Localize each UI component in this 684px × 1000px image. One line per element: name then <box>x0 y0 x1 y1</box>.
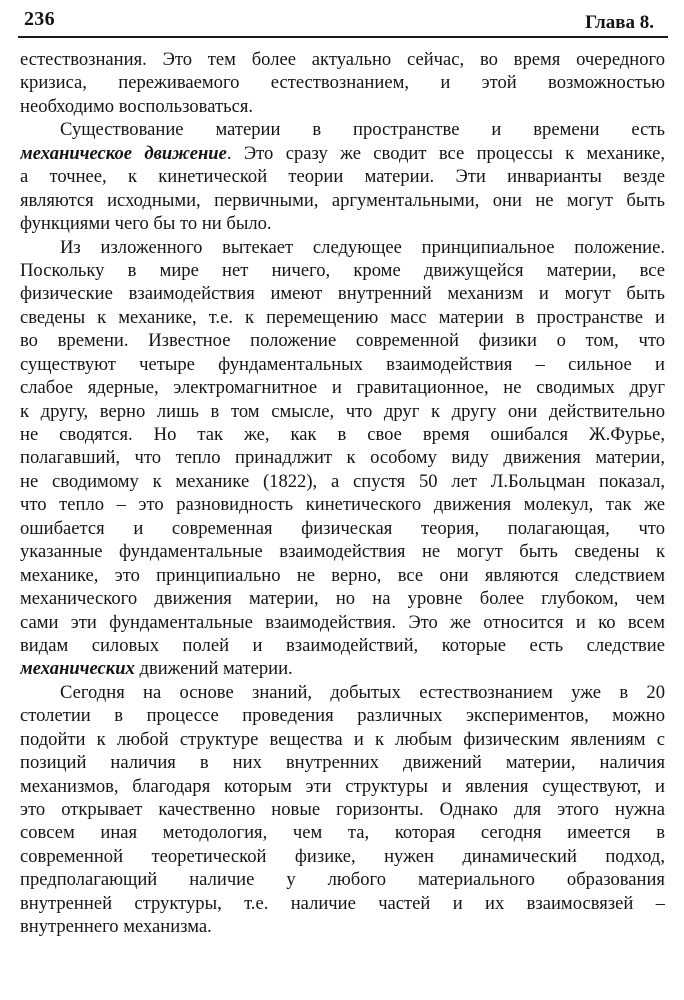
text-run: существуют четыре фундаментальных взаимодействия – сильное и <box>20 353 665 375</box>
text-run: предполагающий наличие у любого материального образования <box>20 869 665 891</box>
text-run: естествознания. Это тем более актуально сейчас, во время очередного <box>20 49 665 70</box>
body-text <box>20 48 665 939</box>
text-line <box>20 868 665 891</box>
text-line <box>20 118 665 141</box>
text-run: внутреннего механизма. <box>20 916 212 938</box>
text-line <box>20 189 665 212</box>
text-line <box>20 564 665 587</box>
text-line <box>20 48 665 71</box>
text-line <box>20 798 665 821</box>
text-run: внутренней структуры, т.е. наличие частей и их взаимосвязей – <box>20 892 665 914</box>
text-run: что тепло – это разновидность кинетического движения молекул, так же <box>20 494 665 516</box>
text-line <box>20 423 665 446</box>
text-line <box>20 540 665 563</box>
text-run: необходимо воспользоваться. <box>20 95 254 117</box>
text-line <box>20 915 665 938</box>
text-line <box>20 95 665 118</box>
text-run: Из изложенного вытекает следующее принципиальное положение. <box>60 236 665 258</box>
text-run: не сводимому к механике (1822), а спустя 50 лет Л.Больцман показал, <box>20 470 665 492</box>
text-line <box>20 282 665 305</box>
text-run: ошибается и современная физическая теория, полагающая, что <box>20 517 665 539</box>
text-run: слабое ядерные, электромагнитное и гравитационное, не сводимых друг <box>20 377 665 399</box>
text-run: современной теоретической физике, нужен динамический подход, <box>20 845 665 867</box>
text-run: полагавший, что тепло принадлжит к особому виду движения материи, <box>20 447 665 469</box>
text-run: столетии в процессе проведения различных экспериментов, можно <box>20 705 665 727</box>
text-line <box>20 611 665 634</box>
text-line <box>20 704 665 727</box>
text-run: движений материи. <box>134 658 293 680</box>
text-run: сведены к механике, т.е. к перемещению масс материи в пространстве и <box>20 306 665 328</box>
text-line <box>20 892 665 915</box>
page-number: 236 <box>24 8 55 30</box>
page-header <box>20 6 664 36</box>
text-line <box>20 845 665 868</box>
header-rule <box>18 36 668 38</box>
text-run: во времени. Известное положение современной физики о том, что <box>20 330 665 352</box>
text-run: сами эти фундаментальные взаимодействия. Это же относится и ко всем <box>20 611 665 633</box>
text-run: не сводятся. Но так же, как в свое время ошибался Ж.Фурье, <box>20 424 665 445</box>
text-line <box>20 71 665 94</box>
text-run: к другу, верно лишь в том смысле, что друг к другу они действительно <box>20 400 665 422</box>
paragraph <box>20 118 665 235</box>
text-run: механике, это принципиально не верно, все они являются следствием <box>20 564 665 586</box>
text-run: механического движения материи, но на уровне более глубоком, чем <box>20 588 665 610</box>
text-line <box>20 493 665 516</box>
paragraph <box>20 681 665 939</box>
text-line <box>20 142 665 165</box>
text-run: кризиса, переживаемого естествознанием, и этой возможностью <box>20 72 665 94</box>
text-run: являются исходными, первичными, аргументальными, они не могут быть <box>20 189 665 211</box>
text-run: а точнее, к кинетической теории материи. Эти инварианты везде <box>20 166 665 188</box>
text-line <box>20 470 665 493</box>
text-line <box>20 259 665 282</box>
text-run: Существование материи в пространстве и времени есть <box>60 119 665 141</box>
text-line <box>20 681 665 704</box>
text-run: Поскольку в мире нет ничего, кроме движущейся материи, все <box>20 259 665 281</box>
text-line <box>20 775 665 798</box>
text-line <box>20 446 665 469</box>
text-line <box>20 165 665 188</box>
text-run: физические взаимодействия имеют внутренний механизм и могут быть <box>20 283 665 305</box>
text-line <box>20 329 665 352</box>
text-line <box>20 587 665 610</box>
text-line <box>20 306 665 329</box>
text-run: подойти к любой структуре вещества и к любым физическим явлениям с <box>20 728 665 750</box>
text-run: совсем иная методология, чем та, которая сегодня имеется в <box>20 822 665 844</box>
paragraph <box>20 48 665 118</box>
text-line <box>20 634 665 657</box>
text-run: . Это сразу же сводит все процессы к механике, <box>226 142 665 164</box>
text-run: это открывает качественно новые горизонты. Однако для этого нужна <box>20 799 665 820</box>
text-run: видам силовых полей и взаимодействий, которые есть следствие <box>20 634 665 656</box>
text-run: функциями чего бы то ни было. <box>20 213 272 235</box>
text-line <box>20 728 665 751</box>
text-run: Сегодня на основе знаний, добытых естествознанием уже в 20 <box>60 681 665 703</box>
chapter-title: Глава 8. <box>585 12 654 33</box>
text-run: позиций наличия в них внутренних движений материи, наличия <box>20 752 665 774</box>
text-line <box>20 657 665 680</box>
text-run: указанные фундаментальные взаимодействия не могут быть сведены к <box>20 541 665 563</box>
paragraph <box>20 236 665 681</box>
text-line <box>20 517 665 540</box>
text-line <box>20 353 665 376</box>
text-line <box>20 236 665 259</box>
text-line <box>20 400 665 423</box>
text-line <box>20 821 665 844</box>
emphasized-term: механическое движение <box>20 142 227 164</box>
text-line <box>20 376 665 399</box>
text-line <box>20 751 665 774</box>
text-run: механизмов, благодаря которым эти структуры и явления существуют, и <box>20 775 665 797</box>
text-line <box>20 212 665 235</box>
emphasized-term: механических <box>20 658 135 680</box>
